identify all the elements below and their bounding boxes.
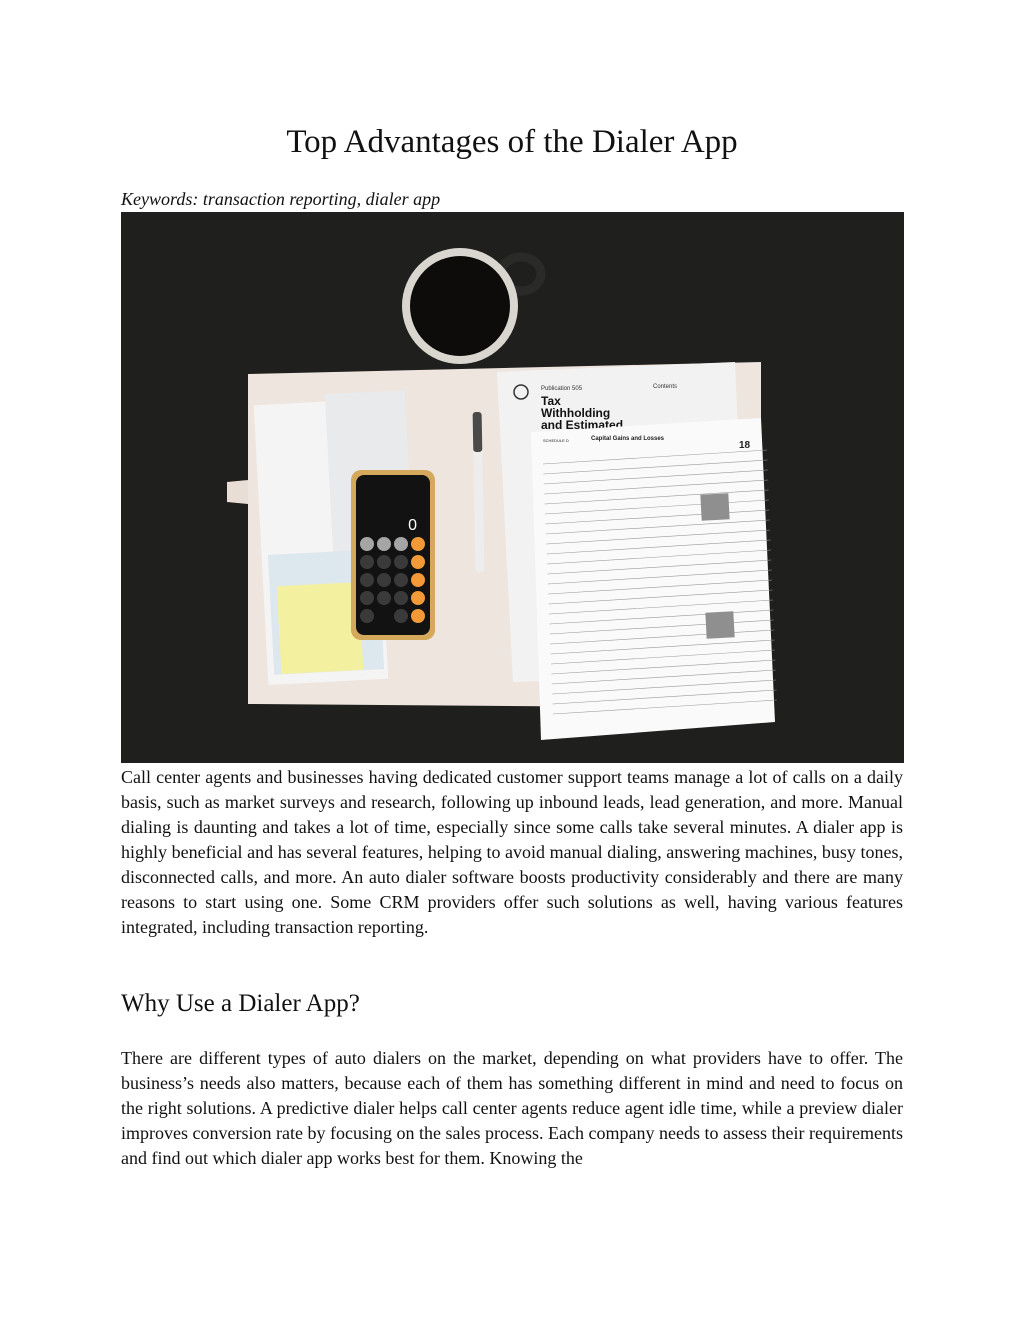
calculator-key [411, 591, 425, 605]
calculator-key [394, 573, 408, 587]
calculator-key [377, 591, 391, 605]
calculator-display: 0 [408, 517, 417, 534]
phone-calculator [351, 470, 435, 640]
svg-text:Capital Gains and Losses: Capital Gains and Losses [591, 436, 665, 442]
calculator-key [394, 591, 408, 605]
calculator-key [377, 537, 391, 551]
calculator-key [360, 609, 374, 623]
calculator-key [411, 573, 425, 587]
calculator-key [360, 573, 374, 587]
svg-text:Contents: Contents [653, 384, 678, 390]
calculator-key [411, 609, 425, 623]
calculator-key [411, 537, 425, 551]
calculator-key [377, 573, 391, 587]
calculator-key [360, 537, 374, 551]
svg-text:SCHEDULE D: SCHEDULE D [543, 438, 569, 443]
article-photo [121, 212, 904, 763]
section-heading: Why Use a Dialer App? [121, 990, 360, 1017]
paragraph-intro: Call center agents and businesses having dedicated customer support teams manage a lot of calls on a daily basis, such as market surveys and research, following up inbound leads, lead generation, and more. Manual dialing is daunting and takes a lot of time, especially since some calls take several minutes. A dialer app is highly beneficial and has several features, helping to avoid manual dialing, answering machines, busy tones, disconnected calls, and more. An auto dialer software boosts productivity considerably and there are many reasons to start using one. Some CRM providers offer such solutions as well, having various features integrated, including transaction reporting. [121, 767, 903, 937]
keywords-line: Keywords: transaction reporting, dialer app [121, 189, 441, 209]
calculator-key [377, 555, 391, 569]
calculator-key [394, 555, 408, 569]
calculator-key [360, 591, 374, 605]
tax-form-front [531, 418, 777, 740]
calculator-key [394, 537, 408, 551]
svg-text:Publication 505: Publication 505 [541, 386, 583, 392]
paragraph-why: There are different types of auto dialers on the market, depending on what providers have to offer. The business’s needs also matters, because each of them has something different in mind and need to focus on the right solutions. A predictive dialer helps call center agents reduce agent idle time, while a preview dialer improves conversion rate by focusing on the sales process. Each company needs to assess their requirements and find out which dialer app works best for them. Knowing the [121, 1048, 903, 1168]
svg-text:and Estimated: and Estimated [541, 418, 624, 432]
calculator-key [411, 555, 425, 569]
document-title: Top Advantages of the Dialer App [286, 124, 738, 160]
svg-text:Withholding: Withholding [541, 406, 611, 420]
svg-text:Tax: Tax [541, 394, 561, 408]
photo-icon [121, 212, 904, 763]
calculator-key [394, 609, 408, 623]
svg-text:18: 18 [739, 440, 751, 451]
calculator-key [360, 555, 374, 569]
